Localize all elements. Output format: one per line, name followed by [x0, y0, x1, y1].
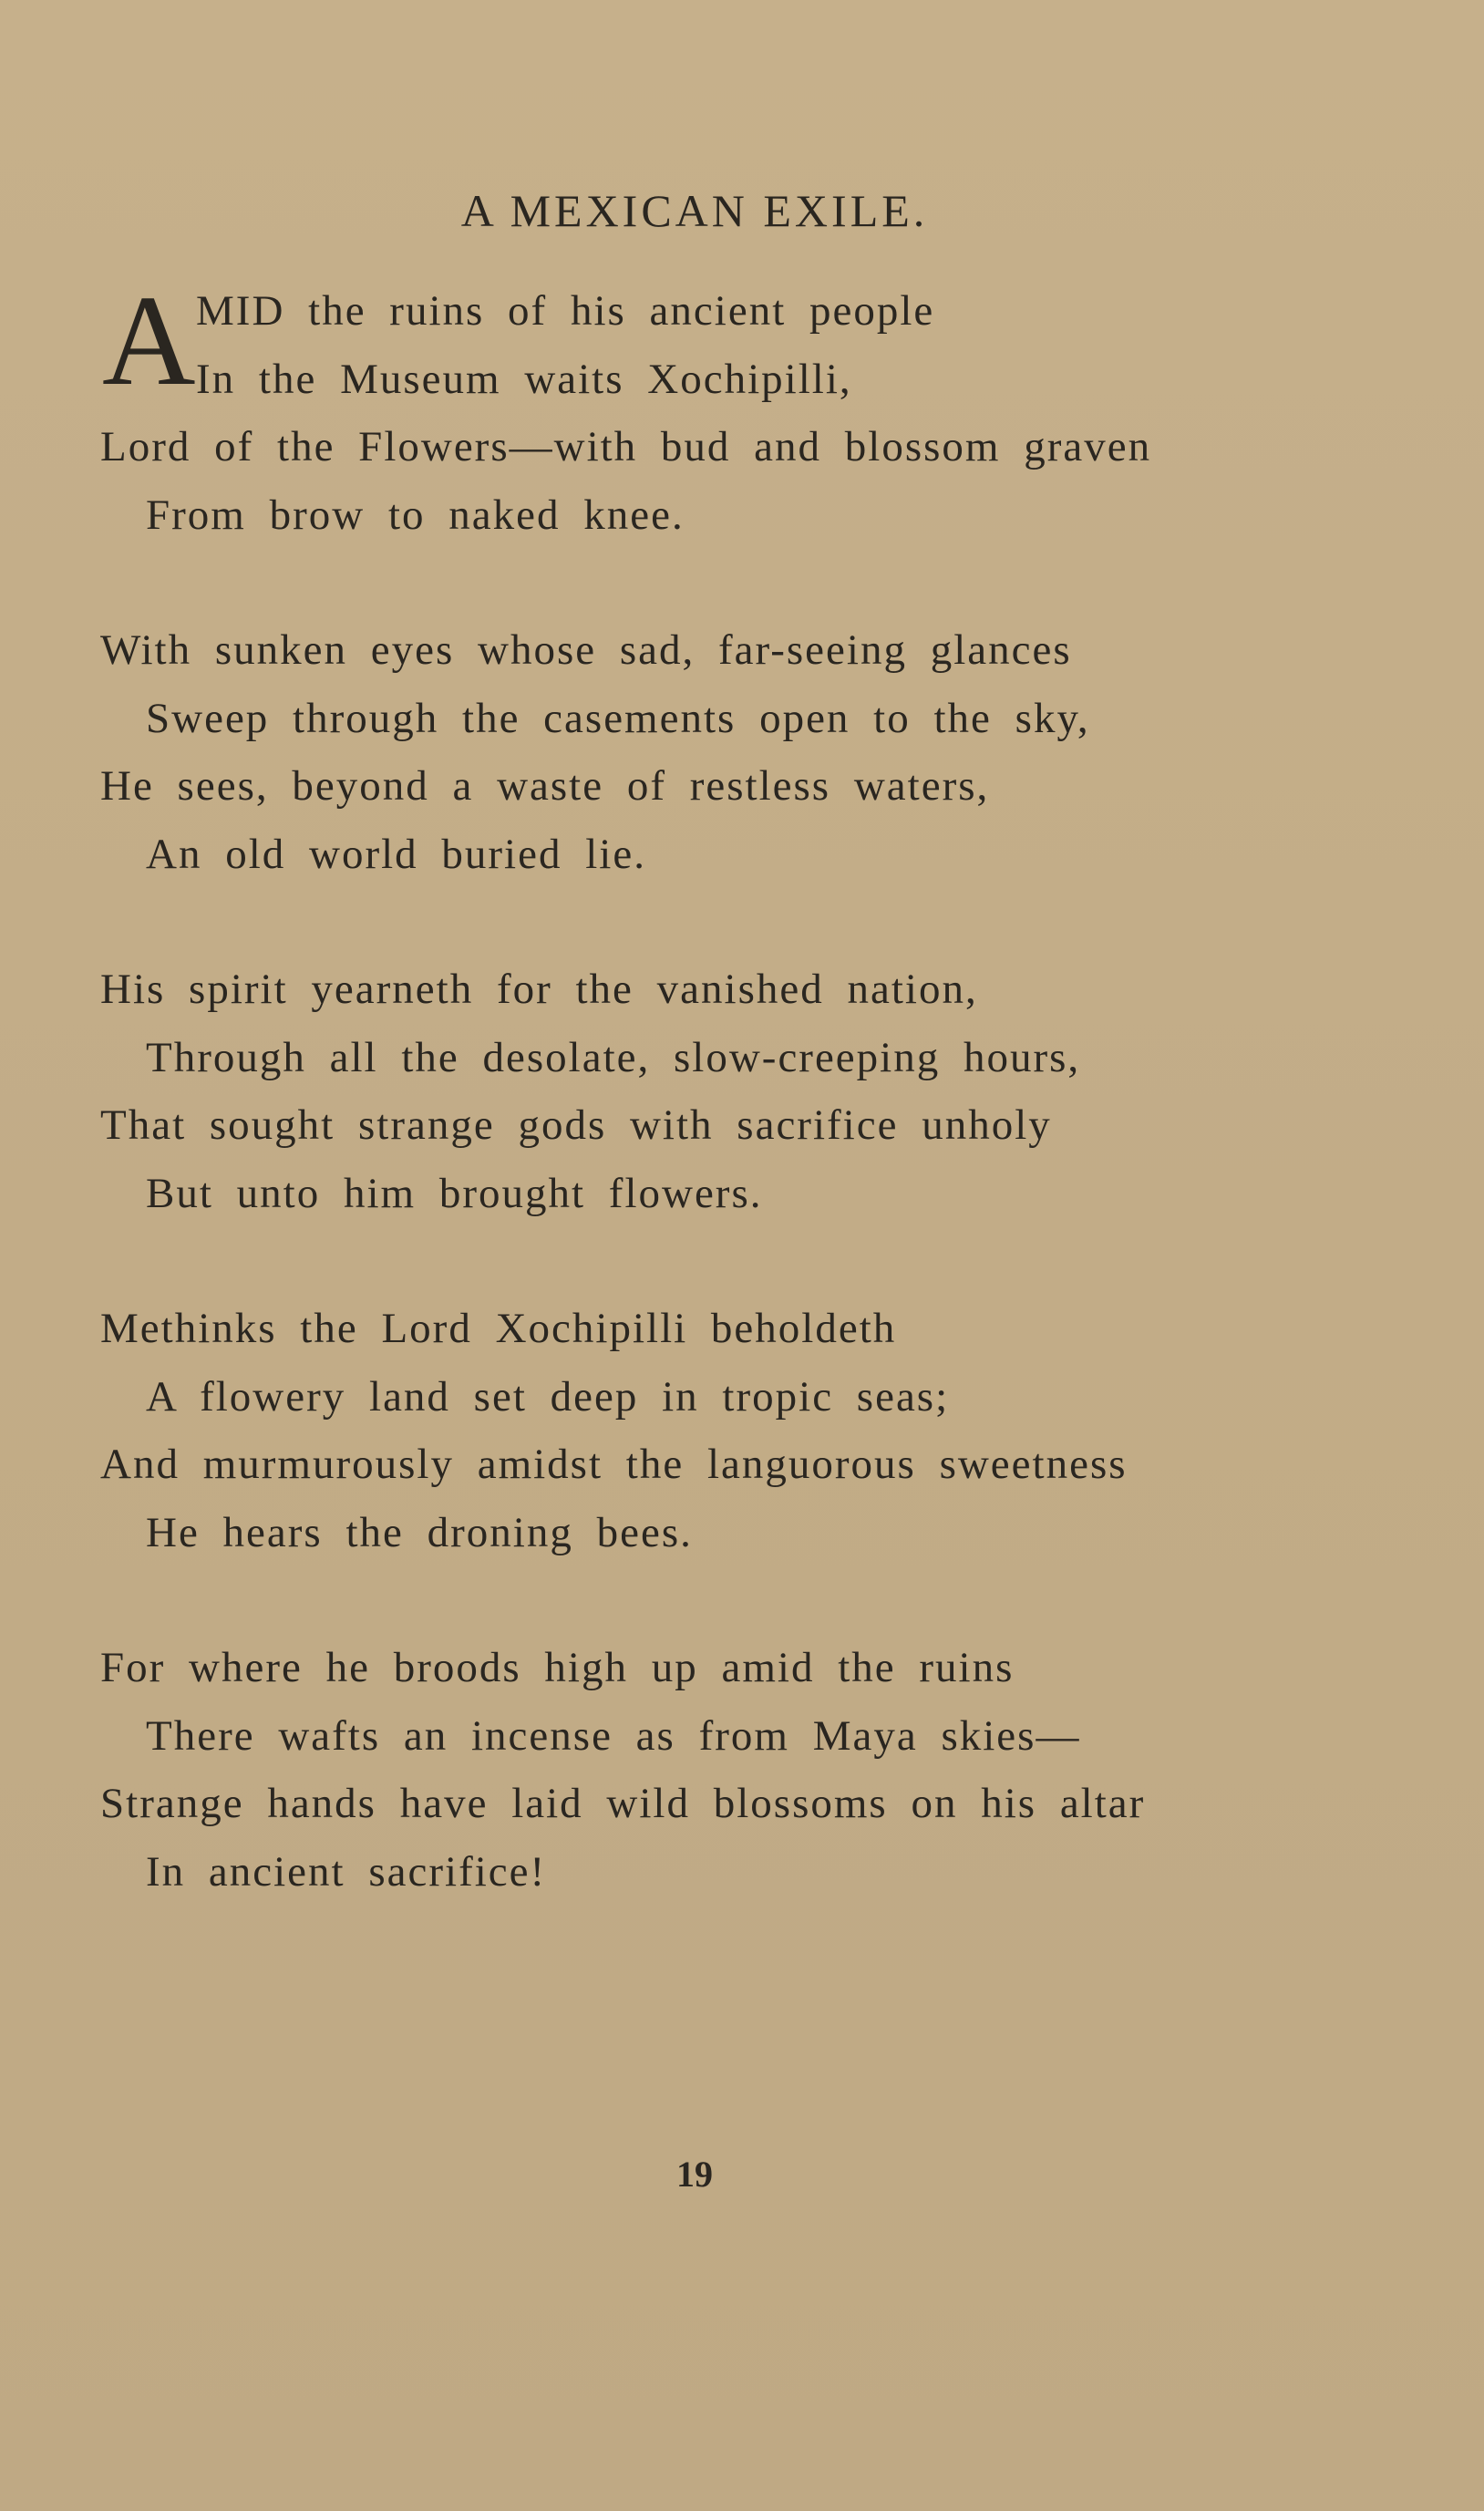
poem-title: A MEXICAN EXILE. [460, 185, 929, 236]
poem-line: There wafts an incense as from Maya skies— [146, 1711, 1081, 1760]
poem-line: Lord of the Flowers—with bud and blossom graven [100, 423, 1152, 470]
poem-line: A flowery land set deep in tropic seas; [146, 1372, 950, 1421]
first-line-text: MID the ruins of his ancient people [196, 287, 935, 335]
poem-line: Methinks the Lord Xochipilli beholdeth [100, 1305, 897, 1352]
poem-line: In the Museum waits Xochipilli, [196, 355, 852, 403]
stanza-4 [100, 1295, 1376, 1566]
stanza-5 [100, 1634, 1376, 1906]
poem-line: An old world buried lie. [146, 830, 646, 878]
poem-line: He hears the droning bees. [146, 1508, 693, 1556]
poem-line: From brow to naked knee. [146, 491, 685, 539]
poem-line: For where he broods high up amid the ruins [100, 1644, 1015, 1691]
poem-line: Through all the desolate, slow-creeping hours, [146, 1033, 1081, 1081]
stanza-2 [100, 616, 1376, 888]
poem-line: With sunken eyes whose sad, far-seeing glances [100, 626, 1072, 674]
poem-line: In ancient sacrifice! [146, 1847, 547, 1896]
poem-line: Sweep through the casements open to the sky, [146, 694, 1090, 742]
drop-cap: A [102, 268, 196, 412]
poem-line: His spirit yearneth for the vanished nation, [100, 966, 978, 1013]
poem-line: And murmurously amidst the languorous sweetness [100, 1441, 1128, 1488]
stanza-1 [100, 268, 1376, 549]
poem-line: But unto him brought flowers. [146, 1169, 763, 1217]
poem-line: Strange hands have laid wild blossoms on his altar [100, 1780, 1146, 1827]
poem-line: That sought strange gods with sacrifice unholy [100, 1101, 1052, 1149]
page-number: 19 [676, 2154, 713, 2195]
poem-line: He sees, beyond a waste of restless waters, [100, 762, 990, 810]
poem-body [100, 268, 1376, 1906]
stanza-3 [100, 956, 1376, 1227]
